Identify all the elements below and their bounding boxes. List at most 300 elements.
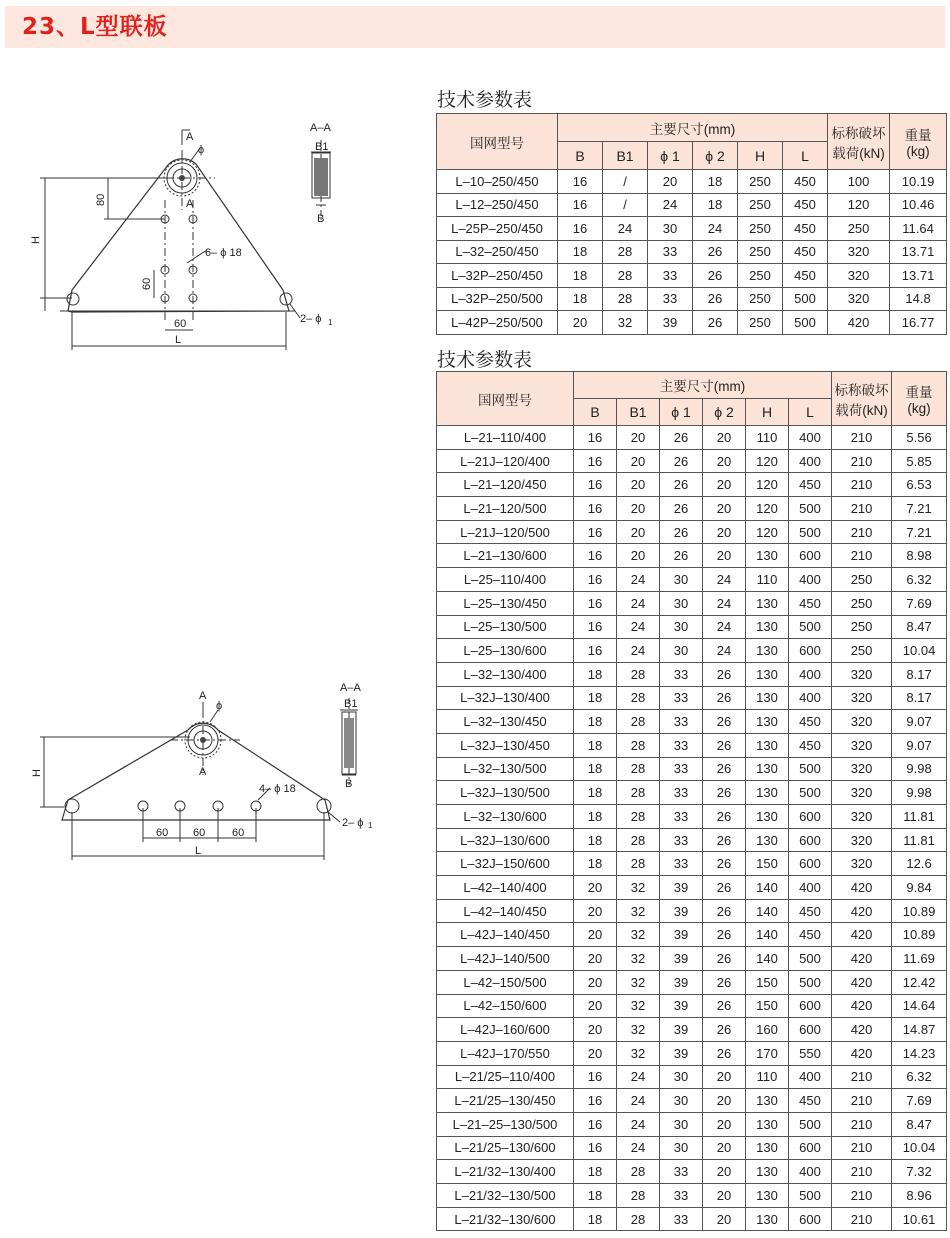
value-cell: 14.64 xyxy=(892,994,947,1018)
value-cell: 32 xyxy=(617,923,660,947)
table-row xyxy=(437,923,947,947)
header-h: H xyxy=(738,142,783,170)
value-cell: 39 xyxy=(660,947,703,971)
value-cell: 18 xyxy=(574,757,617,781)
section-aa-label: A–A xyxy=(340,682,361,695)
header-h: H xyxy=(746,399,789,426)
header-phi1: ϕ 1 xyxy=(660,399,703,426)
value-cell: 16 xyxy=(574,473,617,497)
value-cell: 28 xyxy=(617,805,660,829)
value-cell: 26 xyxy=(703,1018,746,1042)
value-cell: 20 xyxy=(617,520,660,544)
value-cell: 28 xyxy=(617,733,660,757)
value-cell: 13.71 xyxy=(890,264,947,288)
table-row xyxy=(437,1065,947,1089)
model-cell: L–21–120/500 xyxy=(437,497,574,521)
value-cell: 320 xyxy=(832,662,892,686)
value-cell: 26 xyxy=(703,876,746,900)
value-cell: 8.47 xyxy=(892,615,947,639)
value-cell: 210 xyxy=(832,1089,892,1113)
value-cell: 420 xyxy=(832,1018,892,1042)
value-cell: 450 xyxy=(789,733,832,757)
dim-l: L xyxy=(175,334,182,346)
value-cell: 450 xyxy=(789,473,832,497)
value-cell: 130 xyxy=(746,828,789,852)
table-row xyxy=(437,970,947,994)
model-cell: L–32J–130/600 xyxy=(437,828,574,852)
value-cell: 6.53 xyxy=(892,473,947,497)
value-cell: 26 xyxy=(703,970,746,994)
value-cell: 9.98 xyxy=(892,757,947,781)
end-holes-sub: 1 xyxy=(368,821,373,830)
value-cell: 30 xyxy=(660,1065,703,1089)
value-cell: 420 xyxy=(832,923,892,947)
value-cell: 250 xyxy=(738,240,783,264)
header-b: B xyxy=(574,399,617,426)
value-cell: 30 xyxy=(660,591,703,615)
model-cell: L–21/32–130/600 xyxy=(437,1207,574,1231)
value-cell: 18 xyxy=(574,805,617,829)
value-cell: 500 xyxy=(789,1184,832,1208)
value-cell: 20 xyxy=(703,473,746,497)
value-cell: 500 xyxy=(789,781,832,805)
value-cell: 32 xyxy=(617,994,660,1018)
value-cell: 140 xyxy=(746,947,789,971)
value-cell: 450 xyxy=(789,591,832,615)
value-cell: 20 xyxy=(617,497,660,521)
value-cell: 320 xyxy=(832,781,892,805)
value-cell: 250 xyxy=(832,639,892,663)
model-cell: L–32–130/500 xyxy=(437,757,574,781)
model-cell: L–21/25–110/400 xyxy=(437,1065,574,1089)
value-cell: 10.19 xyxy=(890,170,947,194)
value-cell: 320 xyxy=(828,264,890,288)
value-cell: 320 xyxy=(832,710,892,734)
table-row xyxy=(437,473,947,497)
value-cell: 24 xyxy=(693,217,738,241)
value-cell: 26 xyxy=(693,287,738,311)
value-cell: 450 xyxy=(789,899,832,923)
value-cell: 18 xyxy=(693,170,738,194)
value-cell: 420 xyxy=(832,994,892,1018)
header-weight: 重量 (kg) xyxy=(890,114,947,170)
value-cell: 33 xyxy=(660,1207,703,1231)
value-cell: 450 xyxy=(783,217,828,241)
value-cell: 500 xyxy=(783,287,828,311)
value-cell: 5.56 xyxy=(892,426,947,450)
header-dims: 主要尺寸(mm) xyxy=(558,114,828,142)
value-cell: 500 xyxy=(789,757,832,781)
value-cell: 20 xyxy=(703,1160,746,1184)
value-cell: 450 xyxy=(783,193,828,217)
value-cell: 28 xyxy=(617,852,660,876)
dim-h: H xyxy=(31,769,43,777)
dim-60-horizontal: 60 xyxy=(174,318,187,330)
value-cell: 30 xyxy=(660,1136,703,1160)
model-cell: L–25–130/600 xyxy=(437,639,574,663)
section-mark-a2: A xyxy=(199,766,207,778)
value-cell: 39 xyxy=(660,923,703,947)
table-row xyxy=(437,1160,947,1184)
value-cell: 550 xyxy=(789,1041,832,1065)
value-cell: 450 xyxy=(789,923,832,947)
value-cell: 7.69 xyxy=(892,591,947,615)
value-cell: 39 xyxy=(660,899,703,923)
model-cell: L–42–150/500 xyxy=(437,970,574,994)
value-cell: 26 xyxy=(660,497,703,521)
value-cell: 24 xyxy=(617,1136,660,1160)
value-cell: 20 xyxy=(703,544,746,568)
value-cell: 28 xyxy=(617,781,660,805)
value-cell: 5.85 xyxy=(892,449,947,473)
dim-60c: 60 xyxy=(232,827,245,839)
value-cell: 33 xyxy=(660,662,703,686)
table-row xyxy=(437,264,947,288)
value-cell: 450 xyxy=(783,170,828,194)
model-cell: L–32J–130/400 xyxy=(437,686,574,710)
value-cell: 420 xyxy=(828,311,890,335)
value-cell: 420 xyxy=(832,899,892,923)
table-row xyxy=(437,591,947,615)
dim-b: B xyxy=(317,213,325,225)
value-cell: 450 xyxy=(789,1089,832,1113)
value-cell: 26 xyxy=(703,828,746,852)
value-cell: 26 xyxy=(703,662,746,686)
value-cell: 10.04 xyxy=(892,1136,947,1160)
table-row xyxy=(437,1018,947,1042)
value-cell: 10.61 xyxy=(892,1207,947,1231)
value-cell: 18 xyxy=(574,852,617,876)
value-cell: 39 xyxy=(660,994,703,1018)
value-cell: 11.69 xyxy=(892,947,947,971)
value-cell: 140 xyxy=(746,876,789,900)
value-cell: 33 xyxy=(660,1184,703,1208)
value-cell: 500 xyxy=(789,970,832,994)
value-cell: 7.21 xyxy=(892,520,947,544)
value-cell: 26 xyxy=(660,520,703,544)
value-cell: 14.87 xyxy=(892,1018,947,1042)
value-cell: 26 xyxy=(660,473,703,497)
table-row xyxy=(437,1184,947,1208)
model-cell: L–42J–140/500 xyxy=(437,947,574,971)
model-cell: L–42–140/400 xyxy=(437,876,574,900)
table-row xyxy=(437,1136,947,1160)
value-cell: 400 xyxy=(789,686,832,710)
table-row xyxy=(437,1089,947,1113)
table-row xyxy=(437,170,947,194)
value-cell: 24 xyxy=(617,1089,660,1113)
model-cell: L–32–130/400 xyxy=(437,662,574,686)
value-cell: 130 xyxy=(746,1184,789,1208)
value-cell: 600 xyxy=(789,1207,832,1231)
dim-60b: 60 xyxy=(193,827,206,839)
value-cell: 130 xyxy=(746,686,789,710)
value-cell: 16 xyxy=(574,426,617,450)
value-cell: 16 xyxy=(558,193,603,217)
value-cell: 130 xyxy=(746,1160,789,1184)
table-row xyxy=(437,947,947,971)
value-cell: 600 xyxy=(789,1136,832,1160)
value-cell: 26 xyxy=(703,781,746,805)
model-cell: L–32P–250/500 xyxy=(437,287,558,311)
dim-60-vertical: 60 xyxy=(141,277,153,290)
value-cell: 16 xyxy=(558,217,603,241)
table-row xyxy=(437,686,947,710)
value-cell: 320 xyxy=(832,686,892,710)
value-cell: 39 xyxy=(648,311,693,335)
value-cell: 33 xyxy=(660,805,703,829)
dim-b1: B1 xyxy=(344,698,358,710)
value-cell: 320 xyxy=(832,733,892,757)
value-cell: 20 xyxy=(703,1184,746,1208)
value-cell: 24 xyxy=(703,591,746,615)
table-row xyxy=(437,828,947,852)
value-cell: 210 xyxy=(832,426,892,450)
value-cell: 7.69 xyxy=(892,1089,947,1113)
value-cell: 30 xyxy=(660,568,703,592)
header-b: B xyxy=(558,142,603,170)
value-cell: 130 xyxy=(746,544,789,568)
value-cell: 14.8 xyxy=(890,287,947,311)
value-cell: 10.89 xyxy=(892,899,947,923)
value-cell: 32 xyxy=(603,311,648,335)
table-row xyxy=(437,311,947,335)
value-cell: 33 xyxy=(660,828,703,852)
value-cell: 500 xyxy=(789,947,832,971)
holes-note: 6– ϕ 18 xyxy=(205,247,242,259)
value-cell: 11.81 xyxy=(892,828,947,852)
value-cell: 130 xyxy=(746,710,789,734)
value-cell: 20 xyxy=(703,1136,746,1160)
table-row xyxy=(437,615,947,639)
value-cell: 26 xyxy=(703,733,746,757)
table-row xyxy=(437,568,947,592)
model-cell: L–32–130/600 xyxy=(437,805,574,829)
value-cell: 18 xyxy=(574,1207,617,1231)
value-cell: 8.17 xyxy=(892,686,947,710)
table-row xyxy=(437,781,947,805)
value-cell: 600 xyxy=(789,828,832,852)
value-cell: 20 xyxy=(574,876,617,900)
value-cell: 24 xyxy=(703,639,746,663)
value-cell: 26 xyxy=(703,947,746,971)
model-cell: L–42J–170/550 xyxy=(437,1041,574,1065)
value-cell: 210 xyxy=(832,1207,892,1231)
model-cell: L–12–250/450 xyxy=(437,193,558,217)
value-cell: 28 xyxy=(617,828,660,852)
value-cell: 500 xyxy=(789,1112,832,1136)
value-cell: 26 xyxy=(703,1041,746,1065)
table-row xyxy=(437,544,947,568)
value-cell: 20 xyxy=(574,923,617,947)
value-cell: 20 xyxy=(617,544,660,568)
model-cell: L–32P–250/450 xyxy=(437,264,558,288)
holes-note: 4– ϕ 18 xyxy=(259,783,296,795)
value-cell: 9.84 xyxy=(892,876,947,900)
value-cell: 250 xyxy=(738,311,783,335)
model-cell: L–21/25–130/450 xyxy=(437,1089,574,1113)
value-cell: 18 xyxy=(558,240,603,264)
value-cell: 20 xyxy=(703,1112,746,1136)
value-cell: 120 xyxy=(746,449,789,473)
model-cell: L–21/32–130/400 xyxy=(437,1160,574,1184)
model-cell: L–25–130/450 xyxy=(437,591,574,615)
value-cell: 130 xyxy=(746,757,789,781)
model-cell: L–21–25–130/500 xyxy=(437,1112,574,1136)
value-cell: 130 xyxy=(746,639,789,663)
model-cell: L–42–150/600 xyxy=(437,994,574,1018)
value-cell: 500 xyxy=(789,520,832,544)
value-cell: 130 xyxy=(746,1089,789,1113)
table-row xyxy=(437,662,947,686)
value-cell: 210 xyxy=(832,1136,892,1160)
header-model: 国网型号 xyxy=(437,372,574,426)
value-cell: 39 xyxy=(660,876,703,900)
value-cell: 33 xyxy=(648,264,693,288)
value-cell: 16 xyxy=(574,449,617,473)
value-cell: 18 xyxy=(574,1160,617,1184)
value-cell: 28 xyxy=(603,240,648,264)
value-cell: 20 xyxy=(703,1207,746,1231)
value-cell: 210 xyxy=(832,449,892,473)
value-cell: 32 xyxy=(617,970,660,994)
value-cell: 33 xyxy=(660,852,703,876)
value-cell: 28 xyxy=(617,1207,660,1231)
value-cell: 110 xyxy=(746,426,789,450)
value-cell: 33 xyxy=(648,287,693,311)
value-cell: 150 xyxy=(746,994,789,1018)
value-cell: 18 xyxy=(574,733,617,757)
value-cell: 9.07 xyxy=(892,733,947,757)
value-cell: 110 xyxy=(746,568,789,592)
value-cell: 500 xyxy=(789,497,832,521)
value-cell: 20 xyxy=(574,899,617,923)
value-cell: 320 xyxy=(828,240,890,264)
value-cell: 26 xyxy=(693,311,738,335)
table-row xyxy=(437,287,947,311)
value-cell: 28 xyxy=(617,686,660,710)
table-row xyxy=(437,1041,947,1065)
value-cell: 11.64 xyxy=(890,217,947,241)
value-cell: 20 xyxy=(617,426,660,450)
value-cell: 12.6 xyxy=(892,852,947,876)
value-cell: 320 xyxy=(828,287,890,311)
end-holes-note: 2– ϕ xyxy=(300,313,322,325)
model-cell: L–21J–120/400 xyxy=(437,449,574,473)
model-cell: L–10–250/450 xyxy=(437,170,558,194)
table-row xyxy=(437,217,947,241)
value-cell: 20 xyxy=(574,1041,617,1065)
value-cell: 20 xyxy=(703,426,746,450)
value-cell: 28 xyxy=(617,1160,660,1184)
value-cell: 600 xyxy=(789,805,832,829)
value-cell: 32 xyxy=(617,947,660,971)
model-cell: L–32–250/450 xyxy=(437,240,558,264)
value-cell: 120 xyxy=(746,497,789,521)
value-cell: 16 xyxy=(574,1112,617,1136)
table-row xyxy=(437,805,947,829)
value-cell: 26 xyxy=(703,710,746,734)
l-plate-drawing-1 xyxy=(0,0,420,380)
value-cell: 130 xyxy=(746,615,789,639)
value-cell: 33 xyxy=(660,1160,703,1184)
header-l: L xyxy=(783,142,828,170)
value-cell: 140 xyxy=(746,899,789,923)
end-holes-sub: 1 xyxy=(328,318,333,327)
value-cell: 16 xyxy=(574,497,617,521)
value-cell: 250 xyxy=(832,591,892,615)
spec-table-2 xyxy=(436,371,947,1231)
value-cell: 16 xyxy=(574,1136,617,1160)
value-cell: 320 xyxy=(832,828,892,852)
value-cell: 8.47 xyxy=(892,1112,947,1136)
model-cell: L–42P–250/500 xyxy=(437,311,558,335)
value-cell: 210 xyxy=(832,473,892,497)
model-cell: L–21–110/400 xyxy=(437,426,574,450)
value-cell: 39 xyxy=(660,970,703,994)
value-cell: 26 xyxy=(660,426,703,450)
value-cell: 20 xyxy=(703,497,746,521)
value-cell: 24 xyxy=(617,1112,660,1136)
value-cell: 9.07 xyxy=(892,710,947,734)
value-cell: 210 xyxy=(832,1112,892,1136)
value-cell: 250 xyxy=(738,217,783,241)
value-cell: 140 xyxy=(746,923,789,947)
value-cell: 33 xyxy=(660,686,703,710)
value-cell: 26 xyxy=(660,449,703,473)
model-cell: L–25–110/400 xyxy=(437,568,574,592)
value-cell: 250 xyxy=(738,193,783,217)
value-cell: 130 xyxy=(746,781,789,805)
value-cell: 28 xyxy=(603,264,648,288)
value-cell: 210 xyxy=(832,1065,892,1089)
value-cell: 16 xyxy=(574,544,617,568)
value-cell: 6.32 xyxy=(892,568,947,592)
header-dims: 主要尺寸(mm) xyxy=(574,372,832,399)
value-cell: 130 xyxy=(746,591,789,615)
value-cell: 26 xyxy=(703,686,746,710)
header-model: 国网型号 xyxy=(437,114,558,170)
value-cell: 39 xyxy=(660,1041,703,1065)
value-cell: 26 xyxy=(693,264,738,288)
value-cell: 24 xyxy=(617,568,660,592)
value-cell: 24 xyxy=(617,1065,660,1089)
table1-title: 技术参数表 xyxy=(437,89,533,111)
value-cell: 18 xyxy=(574,710,617,734)
model-cell: L–25P–250/450 xyxy=(437,217,558,241)
table-row xyxy=(437,899,947,923)
table-row xyxy=(437,240,947,264)
value-cell: 26 xyxy=(703,994,746,1018)
value-cell: 20 xyxy=(617,473,660,497)
value-cell: 16 xyxy=(558,170,603,194)
value-cell: 420 xyxy=(832,947,892,971)
section-mark-a: A xyxy=(186,131,194,143)
table-row xyxy=(437,449,947,473)
value-cell: 26 xyxy=(703,923,746,947)
header-phi2: ϕ 2 xyxy=(703,399,746,426)
value-cell: 400 xyxy=(789,568,832,592)
table-row xyxy=(437,1207,947,1231)
model-cell: L–32J–130/450 xyxy=(437,733,574,757)
value-cell: 130 xyxy=(746,805,789,829)
value-cell: 16.77 xyxy=(890,311,947,335)
value-cell: 12.42 xyxy=(892,970,947,994)
value-cell: 8.98 xyxy=(892,544,947,568)
value-cell: 400 xyxy=(789,662,832,686)
value-cell: 130 xyxy=(746,1136,789,1160)
value-cell: 16 xyxy=(574,568,617,592)
